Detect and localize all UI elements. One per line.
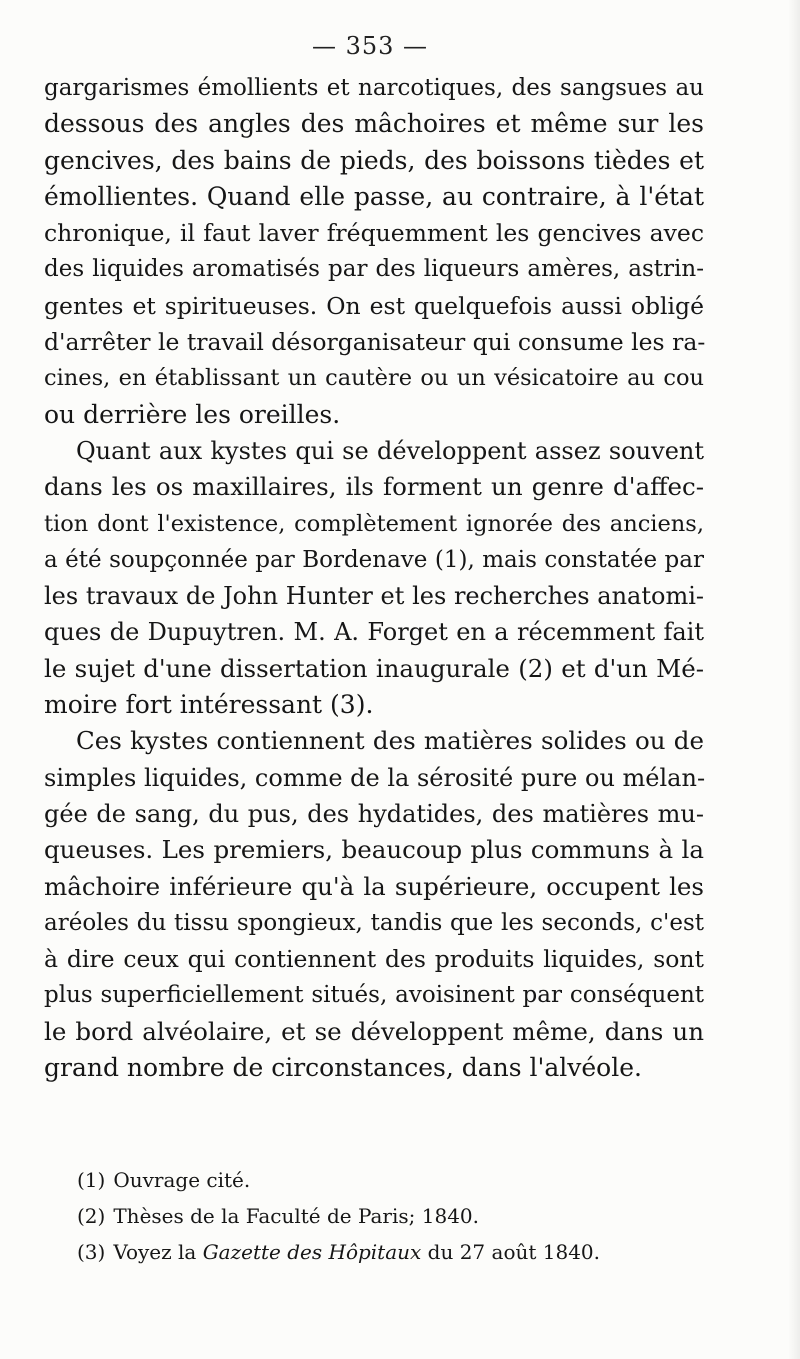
text-line: le bord alvéolaire, et se développent même, dans un: [44, 1016, 704, 1046]
paragraph-contenu: [44, 723, 704, 1086]
text-line: grand nombre de circonstances, dans l'alvéole.: [44, 1053, 642, 1083]
text-line: le sujet d'une dissertation inaugurale (2) et d'un Mé-: [44, 653, 704, 683]
footnote: [77, 1162, 717, 1198]
text-line: mâchoire inférieure qu'à la supérieure, occupent les: [44, 871, 704, 901]
text-line: chronique, il faut laver fréquemment les gencives avec: [44, 219, 704, 248]
paragraph-kystes: [44, 433, 704, 723]
text-line: émollientes. Quand elle passe, au contraire, à l'état: [44, 181, 704, 211]
text-line: gargarismes émollients et narcotiques, des sangsues au: [44, 75, 704, 101]
text-line: plus superficiellement situés, avoisinent par conséquent: [44, 982, 704, 1009]
text-line: à dire ceux qui contiennent des produits liquides, sont: [44, 945, 704, 974]
footnote-mark: (2): [77, 1204, 106, 1228]
text-line: moire fort intéressant (3).: [44, 690, 374, 720]
text-line: ques de Dupuytren. M. A. Forget en a récemment fait: [44, 618, 704, 647]
page-edge-shadow: [788, 0, 800, 1359]
footnote-text: Thèses de la Faculté de Paris; 1840.: [113, 1204, 479, 1228]
text-line: queuses. Les premiers, beaucoup plus communs à la: [44, 835, 704, 865]
footnote-mark: (3): [77, 1240, 106, 1264]
text-line: dessous des angles des mâchoires et même sur les: [44, 109, 704, 139]
footnote-text: Voyez la: [113, 1240, 203, 1264]
text-line: ou derrière les oreilles.: [44, 399, 341, 429]
body-text: [44, 70, 704, 1086]
text-line: gencives, des bains de pieds, des boissons tièdes et: [44, 145, 704, 175]
text-line: dans les os maxillaires, ils forment un genre d'affec-: [44, 472, 704, 502]
text-line: les travaux de John Hunter et les recherches anatomi-: [44, 582, 704, 611]
text-line: a été soupçonnée par Bordenave (1), mais constatée par: [44, 546, 704, 573]
text-line: tion dont l'existence, complètement ignorée des anciens,: [44, 510, 704, 537]
footnote: [77, 1198, 717, 1234]
footnote-mark: (1): [77, 1168, 106, 1192]
text-line: d'arrêter le travail désorganisateur qui consume les ra-: [44, 328, 706, 357]
footnote-text: Ouvrage cité.: [113, 1168, 251, 1192]
paragraph-continuation: [44, 70, 704, 433]
text-line: Quant aux kystes qui se développent assez souvent: [76, 436, 704, 465]
footnotes: [77, 1162, 717, 1270]
footnote-italic-title: Gazette des Hôpitaux: [202, 1240, 422, 1264]
text-line: gentes et spiritueuses. On est quelquefois aussi obligé: [44, 291, 704, 320]
text-line: gée de sang, du pus, des hydatides, des matières mu-: [44, 799, 704, 828]
footnote-text-after: du 27 août 1840.: [421, 1240, 601, 1264]
text-line: aréoles du tissu spongieux, tandis que les seconds, c'est: [44, 909, 704, 936]
text-line: Ces kystes contiennent des matières solides ou de: [76, 726, 704, 756]
text-line: cines, en établissant un cautère ou un vésicatoire au cou: [44, 365, 704, 392]
footnote: [77, 1234, 717, 1270]
page-number: — 353 —: [311, 32, 429, 60]
text-line: des liquides aromatisés par des liqueurs amères, astrin-: [44, 256, 704, 283]
text-line: simples liquides, comme de la sérosité pure ou mélan-: [44, 763, 706, 792]
